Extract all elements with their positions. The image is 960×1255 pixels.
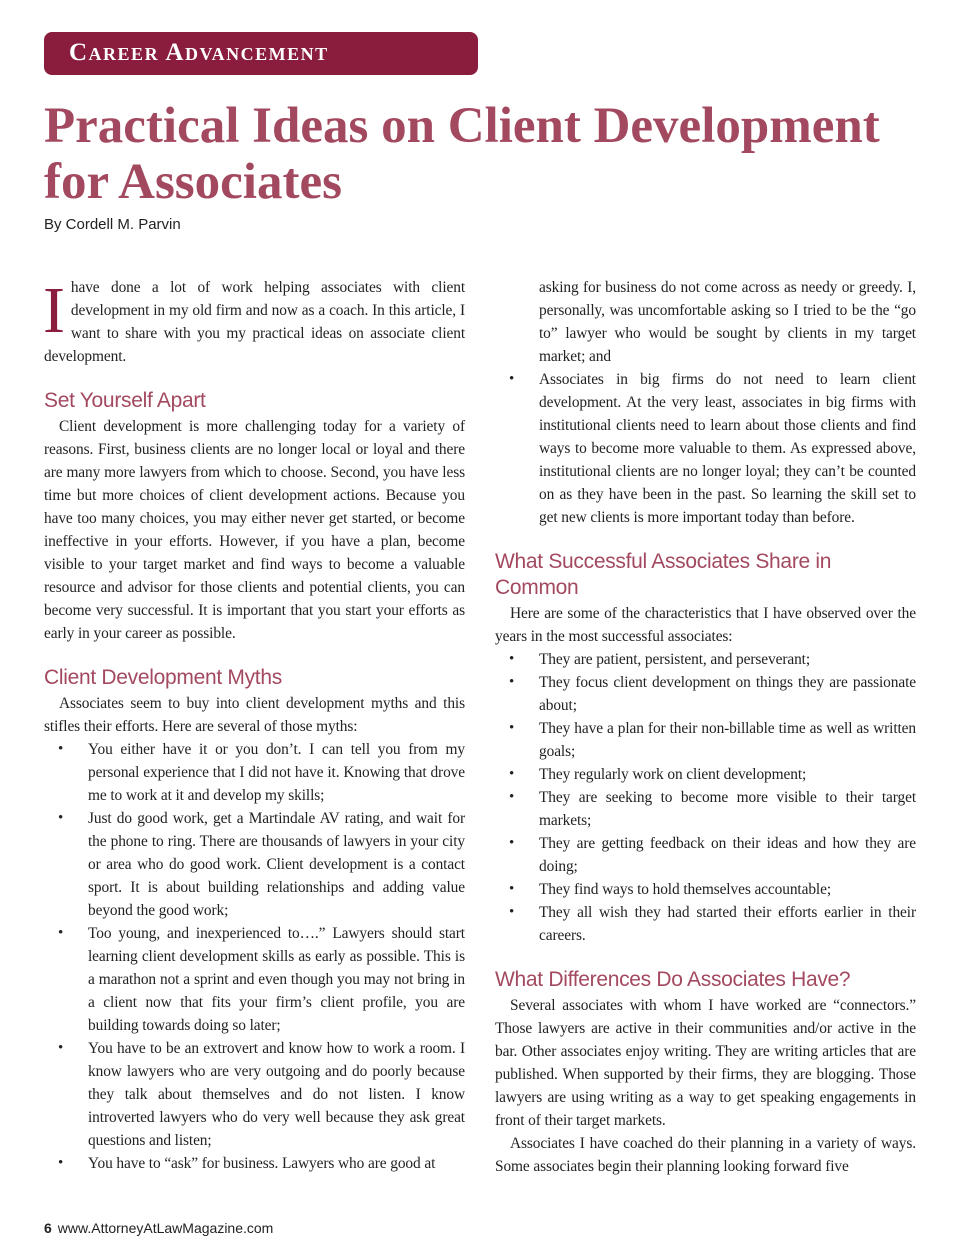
right-column xyxy=(495,276,916,1178)
list-item: • Associates in big firms do not need to learn client development. At the very least, associates in big firms with institutional clients need to learn about those clients and find ways to become more valuable to them. As expressed above, institutional clients are no longer loyal; they can’t be counted on as they have been in the past. So learning the skill set to get new clients is more important today than before. xyxy=(495,368,916,529)
list-item: • You have to be an extrovert and know how to work a room. I know lawyers who are very outgoing and do poorly because they talk about themselves and do not listen. I know introverted lawyers who do very well because they ask great questions and listen; xyxy=(44,1037,465,1152)
myths-intro: Associates seem to buy into client development myths and this stifles their efforts. Here are several of those myths: xyxy=(44,695,465,735)
list-item: • You have to “ask” for business. Lawyers who are good at xyxy=(44,1152,465,1175)
heading-differences: What Differences Do Associates Have? xyxy=(495,968,851,991)
bullet-icon: • xyxy=(58,741,64,757)
bullet-icon: • xyxy=(509,651,515,667)
intro-paragraph xyxy=(44,276,465,368)
list-item: • Just do good work, get a Martindale AV rating, and wait for the phone to ring. There are thousands of lawyers in your city or area who do good work. Client development is a contact sport. It is about building relationships and adding value beyond the good work; xyxy=(44,807,465,922)
drop-cap: I xyxy=(43,274,65,347)
heading-set-yourself-apart: Set Yourself Apart xyxy=(44,389,206,412)
footer-url[interactable]: www.AttorneyAtLawMagazine.com xyxy=(57,1220,274,1236)
myths-list-continued xyxy=(495,276,916,529)
intro-text: have done a lot of work helping associates with client development in my old firm and now as a coach. In this article, I want to share with you my practical ideas on associate client development. xyxy=(44,279,465,365)
bullet-icon: • xyxy=(509,881,515,897)
list-item: • They focus client development on things they are passionate about; xyxy=(495,671,916,717)
bullet-icon: • xyxy=(58,810,64,826)
list-item-continuation: asking for business do not come across as needy or greedy. I, personally, was uncomfortable asking so I tried to be the “go to” lawyer who would be sought by clients in my target market; and xyxy=(539,279,916,365)
differences-paragraph-1: Several associates with whom I have worked are “connectors.” Those lawyers are active in their communities and/or active in the bar. Other associates enjoy writing. They are writing articles that are published. When supported by their firms, they are blogging. Those lawyers are using writing as a way to get speaking engagements in front of their target markets. xyxy=(495,997,916,1129)
list-item: • They are patient, persistent, and perseverant; xyxy=(495,648,916,671)
bullet-icon: • xyxy=(509,720,515,736)
article-title: Practical Ideas on Client Development for Associates xyxy=(44,98,880,210)
bullet-icon: • xyxy=(509,835,515,851)
common-list xyxy=(495,648,916,947)
bullet-icon: • xyxy=(509,674,515,690)
differences-paragraph-2: Associates I have coached do their planning in a variety of ways. Some associates begin their planning looking forward five xyxy=(495,1135,916,1175)
page-number: 6 xyxy=(44,1220,52,1236)
list-item: • Too young, and inexperienced to….” Lawyers should start learning client development skills as early as possible. This is a marathon not a sprint and even though you may not bring in a client now that fits your firm’s client profile, you are building towards doing so later; xyxy=(44,922,465,1037)
bullet-icon: • xyxy=(509,371,515,387)
list-item: • They have a plan for their non-billable time as well as written goals; xyxy=(495,717,916,763)
page-footer xyxy=(44,1220,273,1236)
list-item: • They are getting feedback on their ideas and how they are doing; xyxy=(495,832,916,878)
list-item: • They find ways to hold themselves accountable; xyxy=(495,878,916,901)
section-label-bar xyxy=(44,32,478,75)
common-intro: Here are some of the characteristics that I have observed over the years in the most successful associates: xyxy=(495,605,916,645)
bullet-icon: • xyxy=(509,904,515,920)
bullet-icon: • xyxy=(58,925,64,941)
byline: By Cordell M. Parvin xyxy=(44,216,181,233)
bullet-icon: • xyxy=(509,766,515,782)
heading-client-development-myths: Client Development Myths xyxy=(44,666,282,689)
list-item: • They are seeking to become more visible to their target markets; xyxy=(495,786,916,832)
list-item: • They all wish they had started their efforts earlier in their careers. xyxy=(495,901,916,947)
left-column xyxy=(44,276,465,1175)
list-item: • They regularly work on client development; xyxy=(495,763,916,786)
bullet-icon: • xyxy=(58,1155,64,1171)
bullet-icon: • xyxy=(58,1040,64,1056)
myths-list xyxy=(44,738,465,1175)
set-apart-paragraph: Client development is more challenging today for a variety of reasons. First, business clients are no longer local or loyal and there are many more lawyers from which to choose. Second, you have less time but more choices of client development actions. Because you have too many choices, you may either never get started, or become ineffective in your efforts. However, if you have a plan, become visible to your target market and find ways to become a valuable resource and advisor for those clients and potential clients, you can become very successful. It is important that you start your efforts as early in your career as possible. xyxy=(44,418,465,642)
section-label: Career Advancement xyxy=(69,39,329,66)
bullet-icon: • xyxy=(509,789,515,805)
list-item: • You either have it or you don’t. I can tell you from my personal experience that I did not have it. Knowing that drove me to work at it and develop my skills; xyxy=(44,738,465,807)
heading-successful-associates: What Successful Associates Share in Common xyxy=(495,550,832,599)
